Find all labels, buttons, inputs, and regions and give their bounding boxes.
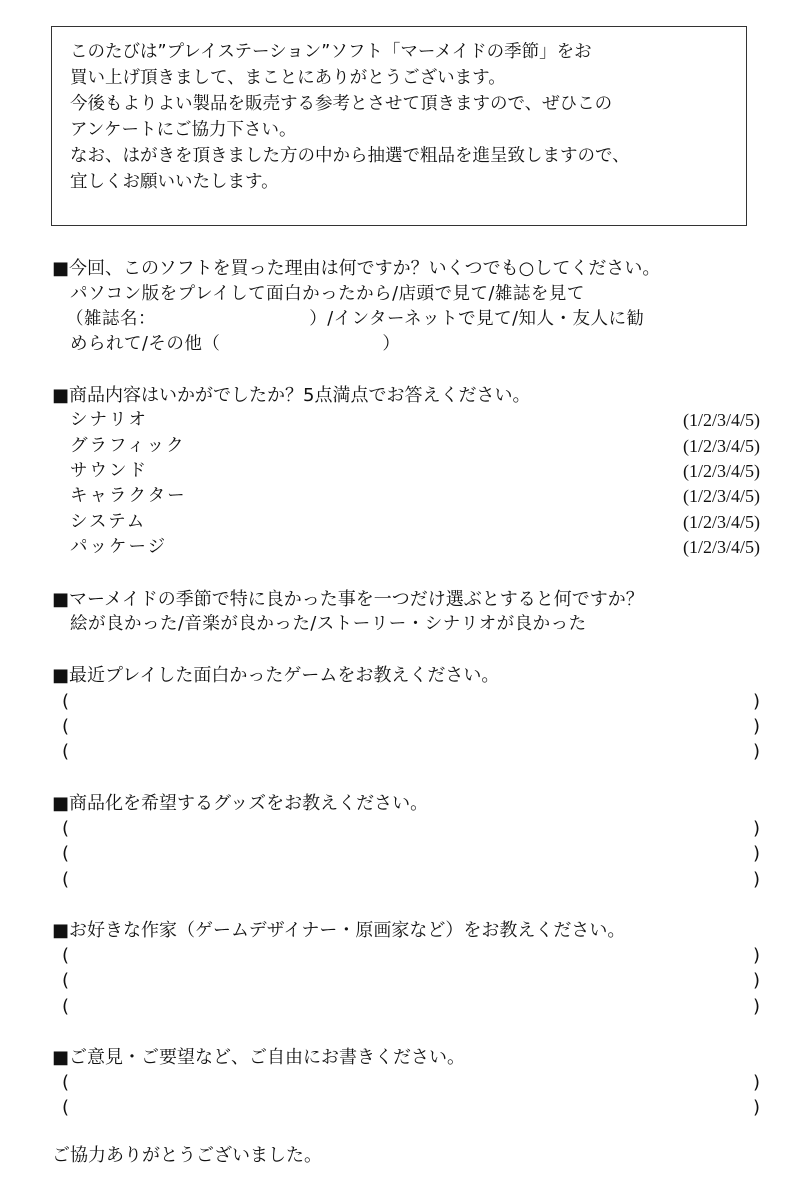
close-paren: ) — [752, 843, 760, 864]
open-paren: ( — [62, 996, 70, 1017]
answer-line[interactable] — [62, 816, 760, 841]
best-aspect-options[interactable]: 絵が良かった/音楽が良かった/ストーリー・シナリオが良かった — [70, 614, 587, 634]
rating-label: システム — [70, 512, 147, 532]
close-paren: ) — [752, 818, 760, 839]
open-paren: ( — [62, 691, 70, 712]
open-paren: ( — [62, 716, 70, 737]
rating-scale[interactable]: (1/2/3/4/5) — [683, 537, 760, 557]
intro-line: なお、はがきを頂きました方の中から抽選で粗品を進呈致しますので、 — [70, 146, 630, 166]
question-purchase-reason: ■今回、このソフトを買った理由は何ですか？いくつでも○してください。 — [52, 258, 661, 279]
open-paren: ( — [62, 1072, 70, 1093]
open-paren: ( — [62, 818, 70, 839]
answer-line[interactable] — [62, 739, 760, 764]
close-paren: ) — [752, 716, 760, 737]
rating-scale[interactable]: (1/2/3/4/5) — [683, 461, 760, 481]
rating-scale[interactable]: (1/2/3/4/5) — [683, 436, 760, 456]
close-paren: ) — [752, 996, 760, 1017]
intro-line: 宜しくお願いいたします。 — [70, 172, 279, 192]
answer-line[interactable] — [62, 841, 760, 866]
rating-row-sound — [70, 459, 760, 484]
intro-box — [51, 26, 747, 226]
rating-label: グラフィック — [70, 436, 186, 456]
rating-row-scenario — [70, 408, 760, 433]
purchase-reason-options[interactable]: （雑誌名： ）/インターネットで見て/知人・友人に勧 — [66, 309, 645, 329]
close-paren: ) — [752, 741, 760, 762]
rating-row-package — [70, 535, 760, 560]
close-paren: ) — [752, 945, 760, 966]
question-recent-games: ■最近プレイした面白かったゲームをお教えください。 — [52, 665, 500, 686]
rating-scale[interactable]: (1/2/3/4/5) — [683, 486, 760, 506]
close-paren: ) — [752, 970, 760, 991]
answer-line[interactable] — [62, 714, 760, 739]
question-desired-goods: ■商品化を希望するグッズをお教えください。 — [52, 793, 429, 814]
close-paren: ) — [752, 1072, 760, 1093]
open-paren: ( — [62, 869, 70, 890]
rating-label: キャラクター — [70, 486, 187, 506]
open-paren: ( — [62, 945, 70, 966]
closing-message: ご協力ありがとうございました。 — [52, 1145, 322, 1166]
answer-line[interactable] — [62, 689, 760, 714]
open-paren: ( — [62, 843, 70, 864]
rating-row-graphics — [70, 434, 760, 459]
rating-scale[interactable]: (1/2/3/4/5) — [683, 512, 760, 532]
question-comments: ■ご意見・ご要望など、ご自由にお書きください。 — [52, 1047, 466, 1068]
purchase-reason-options[interactable]: められて/その他（ ） — [70, 334, 401, 354]
intro-line: 今後もよりよい製品を販売する参考とさせて頂きますので、ぜひこの — [70, 94, 613, 114]
rating-row-character — [70, 484, 760, 509]
close-paren: ) — [752, 869, 760, 890]
question-rating: ■商品内容はいかがでしたか？5点満点でお答えください。 — [52, 385, 531, 406]
open-paren: ( — [62, 970, 70, 991]
answer-line[interactable] — [62, 994, 760, 1019]
answer-line[interactable] — [62, 867, 760, 892]
answer-line[interactable] — [62, 1070, 760, 1095]
close-paren: ) — [752, 1097, 760, 1118]
answer-line[interactable] — [62, 1095, 760, 1120]
rating-scale[interactable]: (1/2/3/4/5) — [683, 410, 760, 430]
rating-label: シナリオ — [70, 410, 148, 430]
open-paren: ( — [62, 741, 70, 762]
intro-line: アンケートにご協力下さい。 — [70, 120, 297, 140]
question-best-aspect: ■マーメイドの季節で特に良かった事を一つだけ選ぶとすると何ですか？ — [52, 589, 644, 610]
answer-line[interactable] — [62, 943, 760, 968]
intro-line: このたびは”プレイステーション”ソフト「マーメイドの季節」をお — [70, 42, 592, 62]
question-favorite-creators: ■お好きな作家（ゲームデザイナー・原画家など）をお教えください。 — [52, 920, 626, 941]
open-paren: ( — [62, 1097, 70, 1118]
rating-label: サウンド — [70, 461, 148, 481]
intro-line: 買い上げ頂きまして、まことにありがとうございます。 — [70, 68, 506, 88]
rating-label: パッケージ — [70, 537, 168, 557]
answer-line[interactable] — [62, 968, 760, 993]
purchase-reason-options[interactable]: パソコン版をプレイして面白かったから/店頭で見て/雑誌を見て — [70, 284, 585, 304]
rating-row-system — [70, 510, 760, 535]
close-paren: ) — [752, 691, 760, 712]
